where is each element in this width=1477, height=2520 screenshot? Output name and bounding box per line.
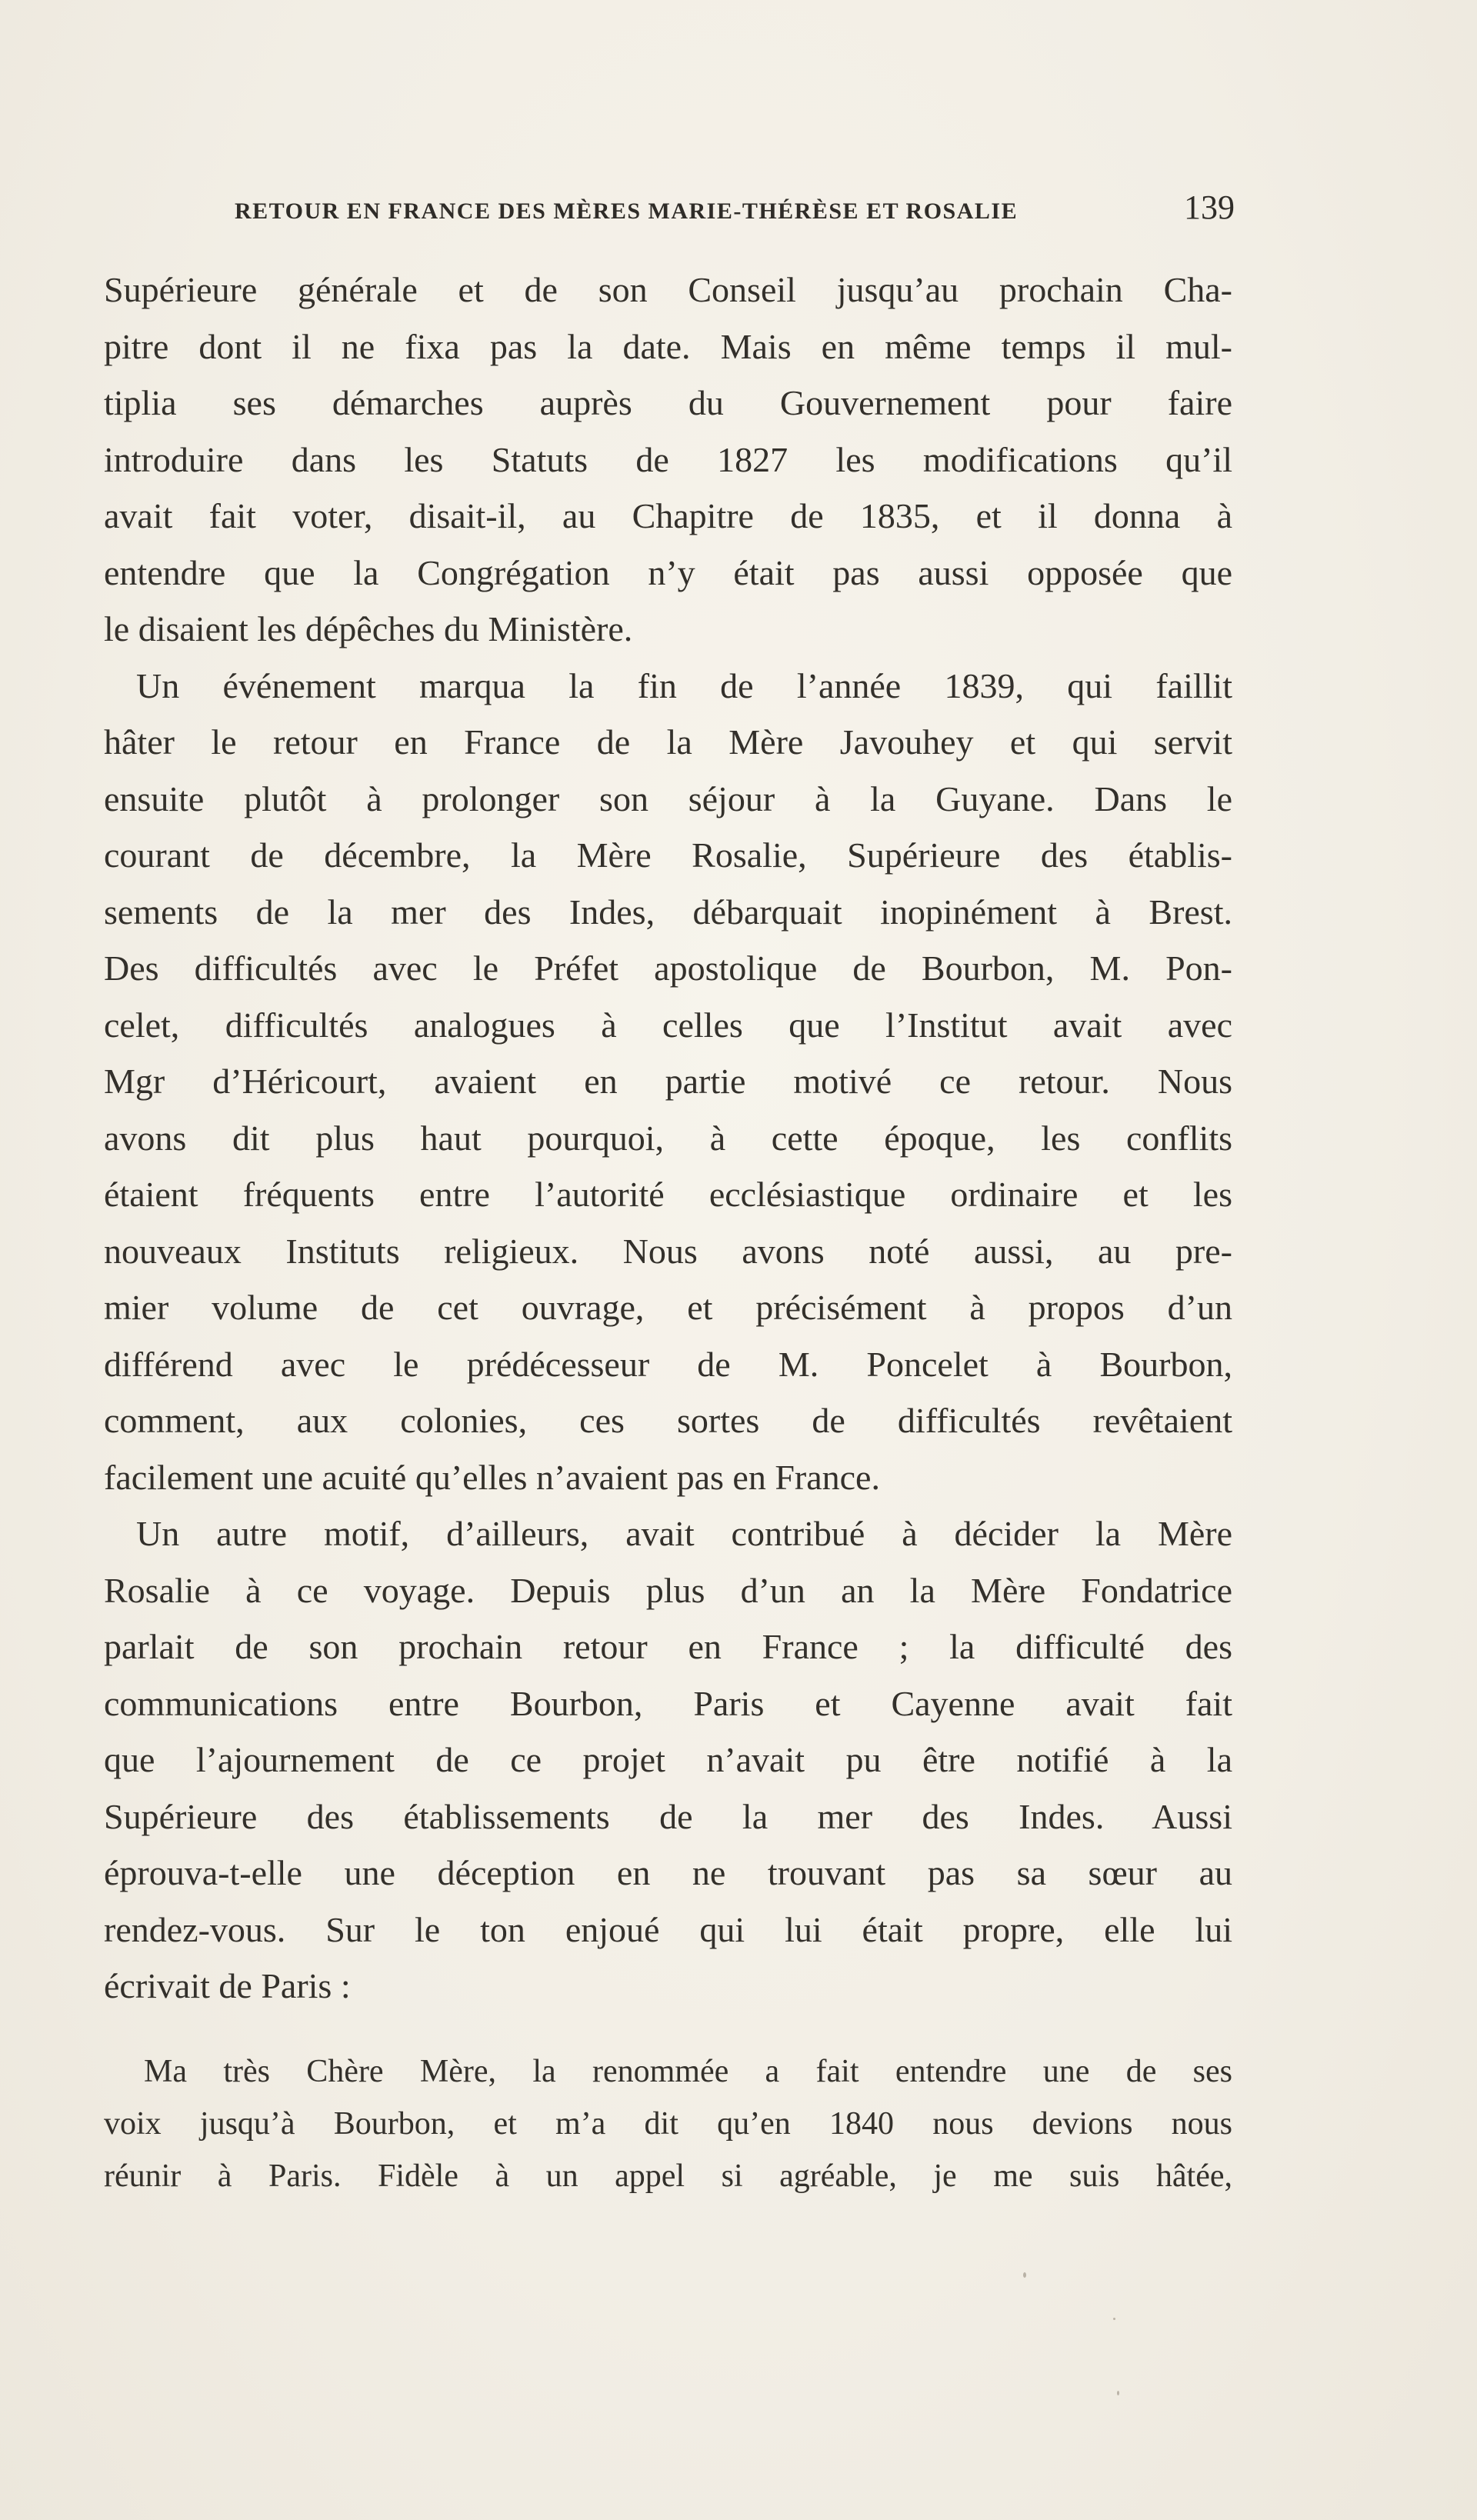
text-line: Supérieure générale et de son Conseil jusqu’au prochain Cha- <box>104 270 1232 309</box>
text-line: celet, difficultés analogues à celles que l’Institut avait avec <box>104 1005 1232 1045</box>
text-line: tiplia ses démarches auprès du Gouvernement pour faire <box>104 383 1232 422</box>
text-line: introduire dans les Statuts de 1827 les modifications qu’il <box>104 439 1232 479</box>
text-line: avons dit plus haut pourquoi, à cette époque, les conflits <box>104 1118 1232 1158</box>
text-line: étaient fréquents entre l’autorité ecclésiastique ordinaire et les <box>104 1175 1232 1214</box>
text-line: que l’ajournement de ce projet n’avait pu être notifié à la <box>104 1740 1232 1779</box>
text-line: Supérieure des établissements de la mer des Indes. Aussi <box>104 1796 1232 1836</box>
running-head: RETOUR EN FRANCE DES MÈRES MARIE-THÉRÈSE ET ROSALIE <box>235 198 1019 224</box>
text-line: éprouva-t-elle une déception en ne trouvant pas sa sœur au <box>104 1853 1232 1892</box>
text-line: hâter le retour en France de la Mère Javouhey et qui servit <box>104 722 1232 762</box>
text-line: comment, aux colonies, ces sortes de difficultés revêtaient <box>104 1401 1232 1440</box>
page-header <box>235 188 1235 234</box>
quoted-letter <box>104 2045 1232 2202</box>
quote-line: réunir à Paris. Fidèle à un appel si agréable, je me suis hâtée, <box>104 2158 1232 2194</box>
paper-speck <box>1023 2272 1026 2278</box>
text-line: parlait de son prochain retour en France ; la difficulté des <box>104 1627 1232 1666</box>
text-line: le disaient les dépêches du Ministère. <box>104 609 633 648</box>
text-line: différend avec le prédécesseur de M. Poncelet à Bourbon, <box>104 1344 1232 1384</box>
text-line: ensuite plutôt à prolonger son séjour à la Guyane. Dans le <box>104 778 1232 818</box>
body-text <box>104 262 1232 2015</box>
text-line: nouveaux Instituts religieux. Nous avons noté aussi, au pre- <box>104 1231 1232 1271</box>
paper-speck <box>1113 2318 1115 2320</box>
text-line: courant de décembre, la Mère Rosalie, Supérieure des établis- <box>104 835 1232 875</box>
text-line: avait fait voter, disait-il, au Chapitre de 1835, et il donna à <box>104 496 1232 535</box>
text-line: Un autre motif, d’ailleurs, avait contribué à décider la Mère <box>136 1514 1232 1553</box>
paper-speck <box>1117 2391 1119 2395</box>
text-line: rendez-vous. Sur le ton enjoué qui lui était propre, elle lui <box>104 1909 1232 1949</box>
quote-line: Ma très Chère Mère, la renommée a fait entendre une de ses <box>144 2054 1232 2089</box>
text-line: mier volume de cet ouvrage, et précisément à propos d’un <box>104 1288 1232 1327</box>
text-line: Mgr d’Héricourt, avaient en partie motivé ce retour. Nous <box>104 1062 1232 1101</box>
text-line: communications entre Bourbon, Paris et Cayenne avait fait <box>104 1683 1232 1723</box>
text-line: sements de la mer des Indes, débarquait inopinément à Brest. <box>104 892 1232 932</box>
text-line: entendre que la Congrégation n’y était pas aussi opposée que <box>104 552 1232 592</box>
text-line: écrivait de Paris : <box>104 1966 351 2005</box>
quote-line: voix jusqu’à Bourbon, et m’a dit qu’en 1840 nous devions nous <box>104 2106 1232 2142</box>
text-line: facilement une acuité qu’elles n’avaient pas en France. <box>104 1457 880 1497</box>
text-line: Des difficultés avec le Préfet apostolique de Bourbon, M. Pon- <box>104 948 1232 988</box>
text-line: Un événement marqua la fin de l’année 1839, qui faillit <box>136 665 1232 705</box>
text-line: pitre dont il ne fixa pas la date. Mais en même temps il mul- <box>104 326 1232 366</box>
text-line: Rosalie à ce voyage. Depuis plus d’un an la Mère Fondatrice <box>104 1570 1232 1610</box>
page-number: 139 <box>1184 188 1235 226</box>
